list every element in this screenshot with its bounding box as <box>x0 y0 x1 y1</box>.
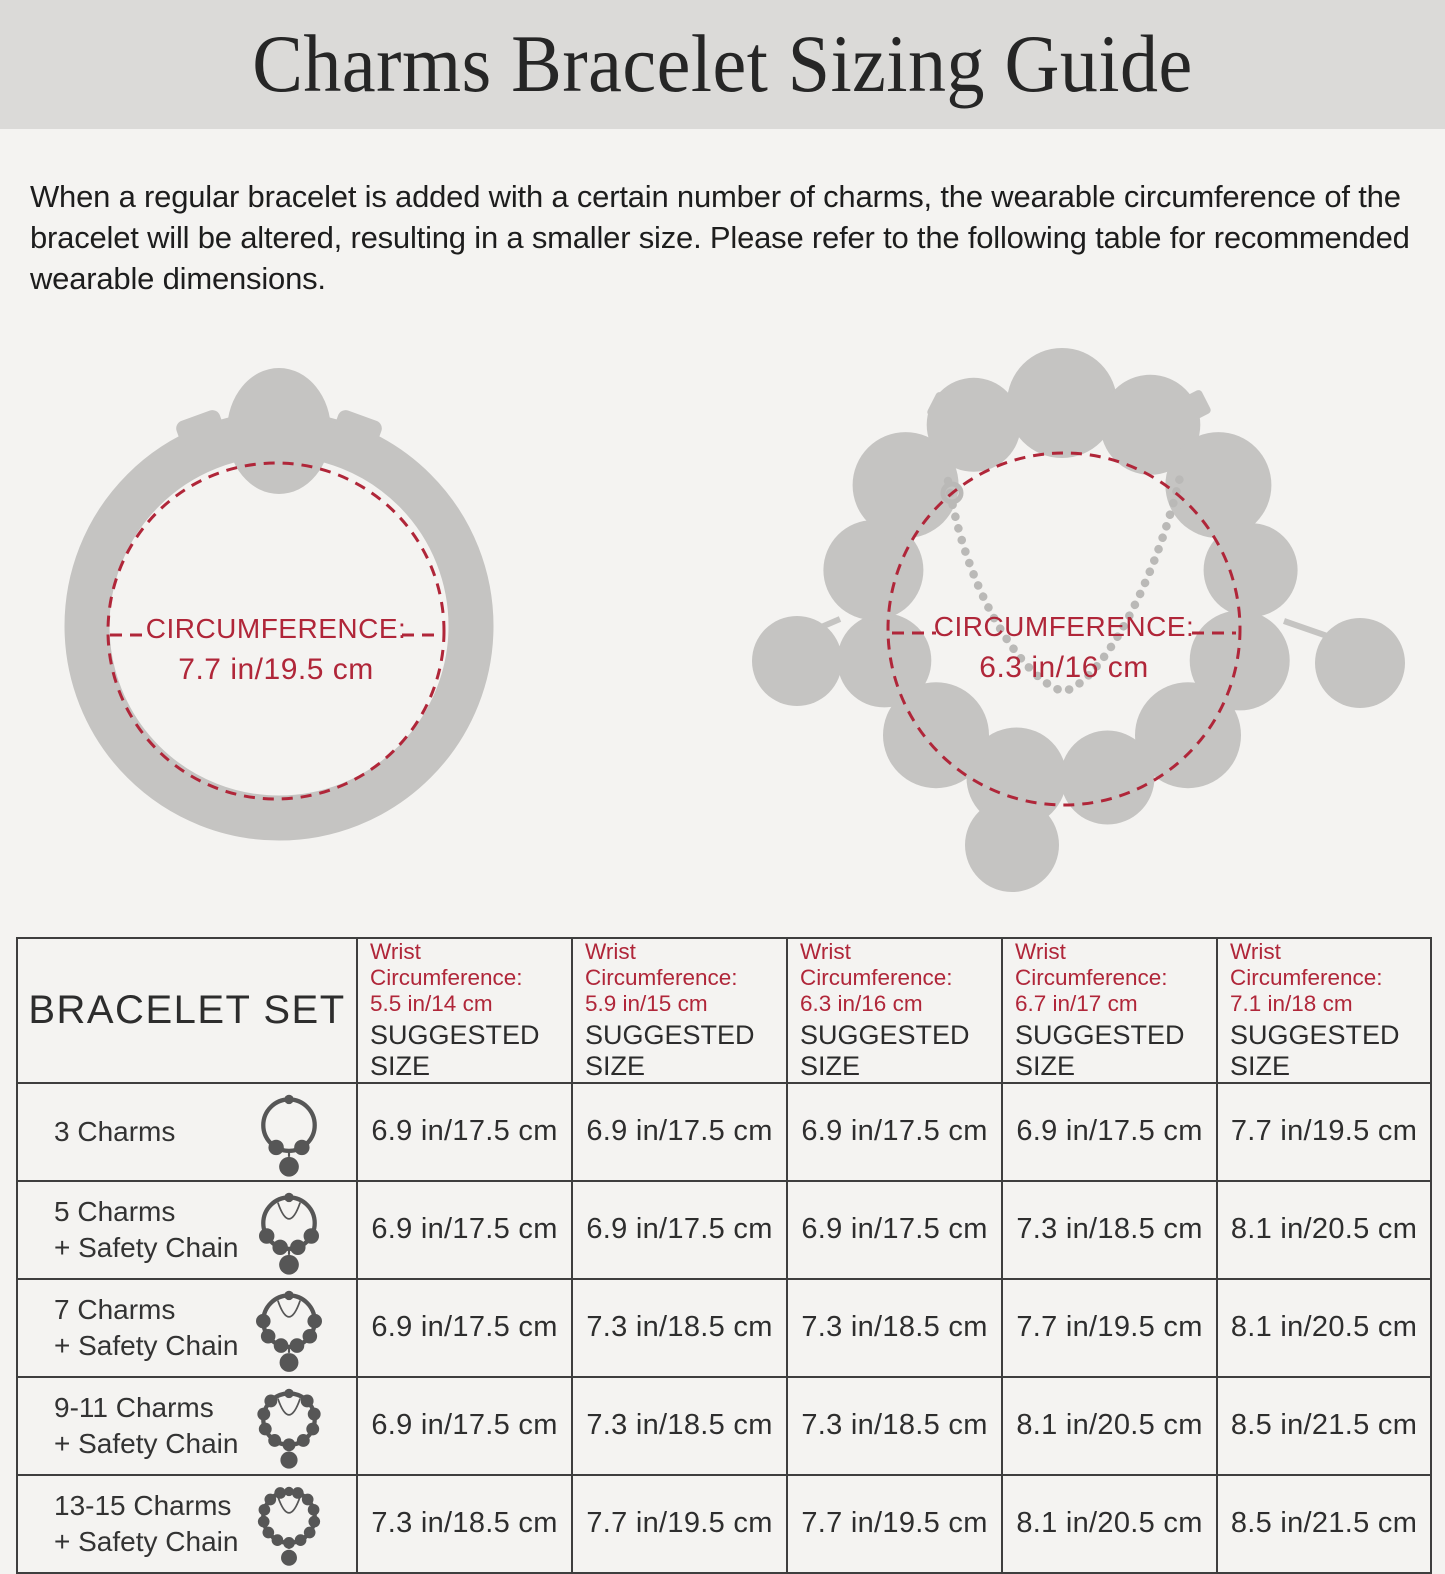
size-value-cell: 8.1 in/20.5 cm <box>1002 1377 1217 1475</box>
charm-count-icon-svg <box>246 1378 332 1474</box>
size-value-cell: 8.1 in/20.5 cm <box>1002 1475 1217 1573</box>
size-value-cell: 7.7 in/19.5 cm <box>1217 1083 1431 1181</box>
dangle-charm-left <box>752 616 842 706</box>
size-value-cell: 6.9 in/17.5 cm <box>787 1181 1002 1279</box>
charm-count-icon <box>246 1378 332 1474</box>
sizing-table <box>16 937 1432 1574</box>
charm-bead <box>1165 432 1271 538</box>
charm-bead <box>837 613 931 707</box>
size-value-cell: 6.9 in/17.5 cm <box>357 1279 572 1377</box>
wrist-size: 7.1 in/18 cm <box>1230 990 1353 1016</box>
wrist-circumference-label: Wrist Circumference: <box>1230 938 1383 990</box>
wrist-circumference-label: Wrist Circumference: <box>585 938 738 990</box>
suggested-size-label: SUGGESTED SIZE <box>1230 1019 1400 1081</box>
bracelet-set-header: BRACELET SET <box>28 987 346 1032</box>
row-label-line1: 5 Charms <box>54 1195 176 1227</box>
column-header <box>788 939 1001 1082</box>
dangle-charm-bottom <box>965 798 1059 892</box>
size-value-cell: 7.7 in/19.5 cm <box>787 1475 1002 1573</box>
table-header-row <box>17 938 1431 1083</box>
row-label <box>18 1114 246 1150</box>
wrist-size: 5.9 in/15 cm <box>585 990 708 1016</box>
size-value-cell: 7.7 in/19.5 cm <box>1002 1279 1217 1377</box>
row-label-line1: 13-15 Charms <box>54 1489 232 1521</box>
circumference-value: 7.7 in/19.5 cm <box>178 652 374 686</box>
table-row <box>17 1279 1431 1377</box>
wrist-size: 5.5 in/14 cm <box>370 990 493 1016</box>
size-value-cell: 6.9 in/17.5 cm <box>572 1083 787 1181</box>
bracelet-set-cell <box>18 1084 356 1180</box>
charm-count-icon <box>246 1084 332 1180</box>
bracelet-set-cell <box>18 1378 356 1474</box>
wrist-circumference-label: Wrist Circumference: <box>1015 938 1168 990</box>
dangle-charm-right <box>1315 618 1405 708</box>
charm-bead <box>927 377 1021 471</box>
row-label <box>18 1292 246 1365</box>
suggested-size-label: SUGGESTED SIZE <box>1015 1019 1185 1081</box>
column-header <box>573 939 786 1082</box>
wrist-circumference-label: Wrist Circumference: <box>370 938 523 990</box>
dangle-link <box>1284 621 1330 637</box>
charm-count-icon <box>246 1280 332 1376</box>
bracelet-clasp <box>227 368 331 494</box>
size-value-cell: 7.3 in/18.5 cm <box>787 1377 1002 1475</box>
size-value-cell: 7.3 in/18.5 cm <box>787 1279 1002 1377</box>
size-value-cell: 6.9 in/17.5 cm <box>1002 1083 1217 1181</box>
column-header <box>358 939 571 1082</box>
charm-bead <box>1061 730 1155 824</box>
wrist-circumference-label: Wrist Circumference: <box>800 938 953 990</box>
table-row <box>17 1181 1431 1279</box>
size-value-cell: 6.9 in/17.5 cm <box>357 1377 572 1475</box>
size-value-cell: 7.3 in/18.5 cm <box>572 1279 787 1377</box>
charm-bead <box>1204 523 1298 617</box>
size-value-cell: 6.9 in/17.5 cm <box>787 1083 1002 1181</box>
suggested-size-label: SUGGESTED SIZE <box>370 1019 540 1081</box>
size-value-cell: 8.5 in/21.5 cm <box>1217 1475 1431 1573</box>
wrist-size: 6.3 in/16 cm <box>800 990 923 1016</box>
suggested-size-label: SUGGESTED SIZE <box>585 1019 755 1081</box>
bracelet-set-cell <box>18 1182 356 1278</box>
column-header <box>1218 939 1430 1082</box>
charm-bracelet-diagram <box>712 331 1427 931</box>
size-value-cell: 6.9 in/17.5 cm <box>357 1083 572 1181</box>
size-value-cell: 6.9 in/17.5 cm <box>357 1181 572 1279</box>
table-row <box>17 1475 1431 1573</box>
page-title: Charms Bracelet Sizing Guide <box>252 18 1193 110</box>
charm-count-icon-svg <box>246 1084 332 1180</box>
row-label <box>18 1194 246 1267</box>
size-value-cell: 7.3 in/18.5 cm <box>357 1475 572 1573</box>
size-value-cell: 7.7 in/19.5 cm <box>572 1475 787 1573</box>
diagram-section <box>0 331 1445 931</box>
circumference-value: 6.3 in/16 cm <box>979 650 1149 684</box>
circumference-label: CIRCUMFERENCE: <box>145 612 407 644</box>
charm-count-icon <box>246 1182 332 1278</box>
bracelet-set-cell <box>18 1476 356 1572</box>
size-value-cell: 7.3 in/18.5 cm <box>572 1377 787 1475</box>
title-banner <box>0 0 1445 129</box>
suggested-size-label: SUGGESTED SIZE <box>800 1019 970 1081</box>
intro-text: When a regular bracelet is added with a certain number of charms, the wearable circumference of the bracelet will be altered, resulting in a smaller size. Please refer to the following table for recommended wearable dimensions. <box>30 179 1410 297</box>
row-label-line1: 3 Charms <box>54 1115 176 1147</box>
size-value-cell: 8.1 in/20.5 cm <box>1217 1181 1431 1279</box>
wrist-size: 6.7 in/17 cm <box>1015 990 1138 1016</box>
row-label-line2: + Safety Chain <box>54 1231 239 1263</box>
plain-bracelet-diagram <box>14 331 574 931</box>
charm-bead <box>1007 348 1117 458</box>
size-value-cell: 8.5 in/21.5 cm <box>1217 1377 1431 1475</box>
row-label-line2: + Safety Chain <box>54 1525 239 1557</box>
row-label <box>18 1488 246 1561</box>
column-header <box>1003 939 1216 1082</box>
row-label-line1: 7 Charms <box>54 1293 176 1325</box>
row-label-line1: 9-11 Charms <box>54 1391 214 1423</box>
row-label-line2: + Safety Chain <box>54 1427 239 1459</box>
size-value-cell: 8.1 in/20.5 cm <box>1217 1279 1431 1377</box>
size-value-cell: 6.9 in/17.5 cm <box>572 1181 787 1279</box>
bracelet-set-cell <box>18 1280 356 1376</box>
circumference-label: CIRCUMFERENCE: <box>933 610 1195 642</box>
row-label-line2: + Safety Chain <box>54 1329 239 1361</box>
charm-count-icon-svg <box>246 1182 332 1278</box>
table-row <box>17 1377 1431 1475</box>
charm-count-icon <box>246 1476 332 1572</box>
row-label <box>18 1390 246 1463</box>
charm-count-icon-svg <box>246 1280 332 1376</box>
charm-count-icon-svg <box>246 1476 332 1572</box>
size-value-cell: 7.3 in/18.5 cm <box>1002 1181 1217 1279</box>
charm-bracelet-beads <box>823 348 1297 828</box>
table-row <box>17 1083 1431 1181</box>
